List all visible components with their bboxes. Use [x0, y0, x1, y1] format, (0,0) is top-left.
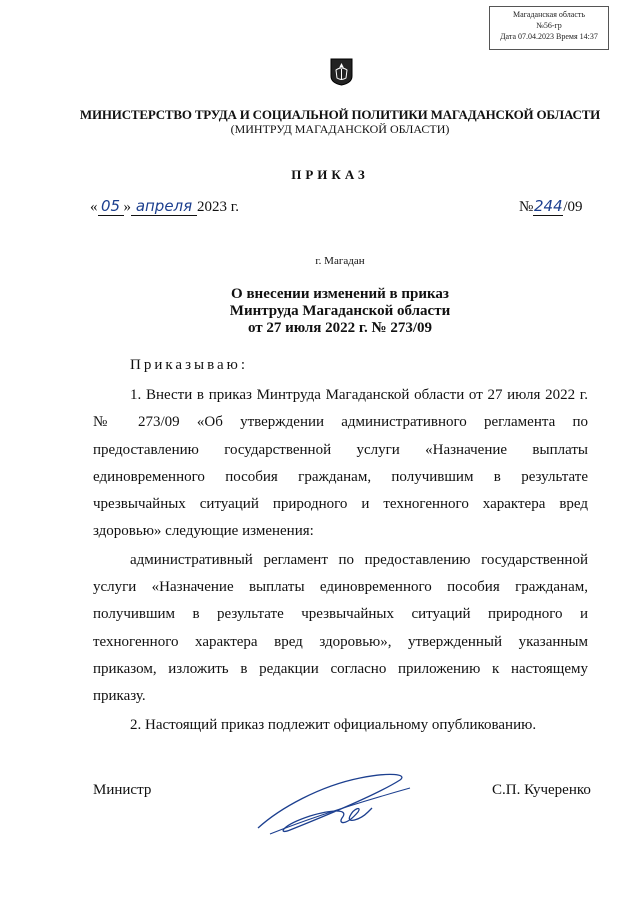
order-date — [90, 197, 239, 216]
order-year: 2023 г. — [197, 199, 239, 215]
registration-stamp — [489, 6, 609, 50]
handwritten-signature — [250, 768, 420, 840]
open-quote: « — [90, 199, 98, 215]
ministry-title: МИНИСТЕРСТВО ТРУДА И СОЦИАЛЬНОЙ ПОЛИТИКИ МАГАДАНСКОЙ ОБЛАСТИ — [79, 107, 601, 122]
coat-of-arms-icon — [330, 58, 353, 86]
number-prefix: № — [519, 199, 534, 215]
subject-line-1: О внесении изменений в приказ — [231, 286, 449, 302]
body-section — [93, 382, 588, 739]
orders-heading: Приказываю: — [130, 357, 248, 373]
signatory-role: Министр — [93, 782, 152, 798]
ministry-short-name: (МИНТРУД МАГАДАНСКОЙ ОБЛАСТИ) — [230, 122, 450, 136]
close-quote: » — [123, 199, 131, 215]
signatory-name: С.П. Кучеренко — [492, 782, 591, 798]
order-month: апреля — [131, 197, 197, 216]
document-type: ПРИКАЗ — [291, 167, 369, 182]
paragraph-3: 2. Настоящий приказ подлежит официальному опубликованию. — [130, 716, 537, 733]
stamp-date: Дата 07.04.2023 Время 14:37 — [500, 32, 598, 41]
subject-line-2: Минтруда Магаданской области — [229, 303, 451, 319]
order-day: 05 — [98, 197, 124, 216]
subject-line-3: от 27 июля 2022 г. № 273/09 — [247, 320, 433, 336]
stamp-region: Магаданская область — [512, 10, 586, 19]
paragraph-2: административный регламент по предоставлению государственной услуги «Назначение выплаты единовременного пособия гражданам, получившим в результате чрезвычайных ситуаций природного и техногенного характера вред здоровью», утвержденный указанным приказом, изложить в редакции согласно приложению к настоящему приказу. — [93, 551, 588, 705]
stamp-number: №56-гр — [536, 21, 562, 30]
paragraph-1: 1. Внести в приказ Минтруда Магаданской области от 27 июля 2022 г. № 273/09 «Об утверждении административного регламента по предоставлению государственной услуги «Назначение выплаты единовременного пособия гражданам, получившим в результате чрезвычайных ситуаций природного и техногенного характера вред здоровью» следующие изменения: — [93, 387, 588, 540]
number-suffix: /09 — [563, 199, 583, 215]
number-value: 244 — [533, 197, 563, 215]
order-number — [519, 197, 582, 216]
city: г. Магадан — [315, 255, 365, 267]
